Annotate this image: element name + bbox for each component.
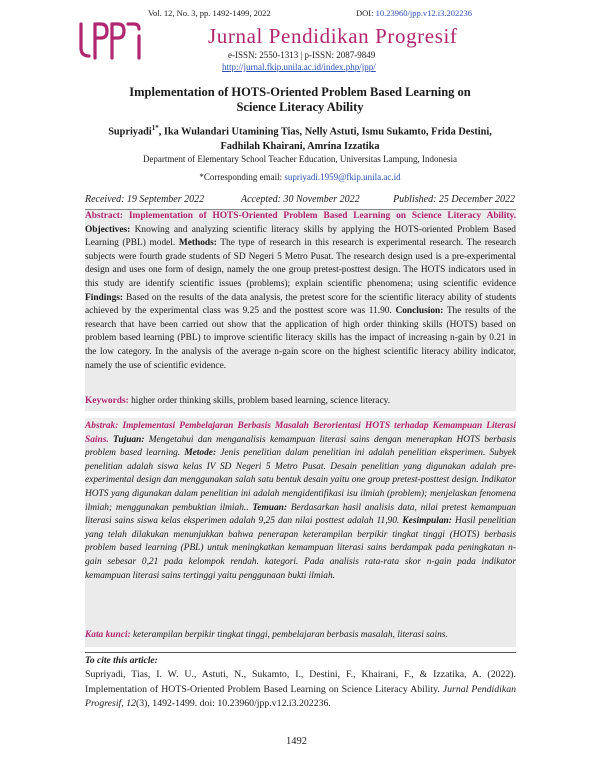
temuan-label: Temuan:	[252, 502, 287, 513]
objectives-label: Objectives:	[85, 224, 131, 235]
page-number: 1492	[286, 736, 307, 747]
citation-issue: (3), 1492-1499. doi: 10.23960/jpp.v12.i3.202236.	[135, 698, 331, 709]
citation-journal: Jurnal Pendidikan Progresif, 12	[85, 683, 516, 709]
conclusion-text: The results of the research that have been carried out show that the application of high order thinking skills (HOTS) based on problem based learning (PBL) to improve scientific literacy skills has the impact of increasing n-gain by 0.21 in the low category. In the analysis of the average n-gain score on the highest scientific literacy ability indicator, namely the use of scientific evidence.	[85, 306, 516, 371]
keywords-id	[85, 630, 448, 640]
metode-text: Jenis penelitian dalam penelitian ini adalah penelitian eksperimen. Subyek penelitian adalah siswa kelas IV SD Negeri 5 Metro Pusat. Desain penelitian yang digunakan adalah pre-experimental design dan menggunakan salah satu bentuk desain yaitu one group pretest-posttest design. Indikator HOTS yang digunakan dalam penelitian ini adalah mengidentifikasi isu ilmiah (problem); menjelaskan fenomena ilmiah; menggunakan pembuktian ilmiah..	[85, 448, 517, 513]
keywords-en-label: Keywords:	[85, 396, 129, 406]
abstract-id-box	[85, 418, 516, 647]
volume-info: Vol. 12, No. 3, pp. 1492-1499, 2022	[148, 8, 271, 18]
first-author: Supriyadi	[108, 126, 152, 138]
authors-line-1	[60, 121, 540, 139]
corresponding-email	[40, 172, 560, 182]
citation-divider	[85, 652, 516, 653]
keywords-id-text: keterampilan berpikir tingkat tinggi, pembelajaran berbasis masalah, literasi sains.	[130, 630, 448, 640]
accepted-date: Accepted: 30 November 2022	[241, 194, 360, 205]
abstract-en-heading: Abstract: Implementation of HOTS-Oriented Problem Based Learning on Science Literacy Ability.	[85, 211, 516, 221]
article-title	[60, 85, 540, 115]
journal-logo	[78, 18, 142, 64]
kesimpulan-label: Kesimpulan:	[402, 516, 452, 527]
tujuan-text: Mengetahui dan menganalisis kemampuan literasi sains dengan menerapkan HOTS berbasis problem based learning.	[85, 434, 516, 459]
doi-prefix: DOI:	[356, 8, 376, 18]
corr-prefix: *Corresponding email:	[199, 172, 285, 182]
conclusion-label: Conclusion:	[395, 306, 444, 317]
keywords-en-text: higher order thinking skills, problem based learning, science literacy.	[128, 396, 391, 406]
methods-label: Methods:	[178, 238, 217, 249]
logo-text	[142, 18, 143, 19]
metode-label: Metode:	[184, 448, 217, 459]
tujuan-label: Tujuan:	[113, 434, 145, 445]
citation-heading: To cite this article:	[85, 656, 158, 666]
findings-label: Findings:	[85, 292, 124, 303]
keywords-en	[85, 396, 390, 406]
email-link[interactable]: supriyadi.1959@fkip.unila.ac.id	[284, 172, 401, 182]
doi	[356, 8, 472, 18]
title-line-2: Science Literacy Ability	[236, 100, 364, 114]
doi-link[interactable]: 10.23960/jpp.v12.i3.202236	[375, 8, 472, 18]
abstract-id-heading: Abstrak: Implementasi Pembelajaran Berbasis Masalah Berorientasi HOTS terhadap Kemampuan Literasi Sains.	[85, 421, 516, 445]
title-line-1: Implementation of HOTS-Oriented Problem Based Learning on	[129, 85, 471, 99]
journal-name: Jurnal Pendidikan Progresif	[208, 24, 458, 48]
authors-line-2: Fadhilah Khairani, Amrina Izzatika	[220, 141, 380, 153]
department: Department of Elementary School Teacher Education, Universitas Lampung, Indonesia	[142, 154, 458, 164]
authors	[60, 121, 540, 154]
objectives-text: Knowing and analyzing scientific literacy skills by applying the HOTS-oriented Problem Based Learning (PBL) model.	[85, 224, 516, 249]
findings-text: Based on the results of the data analysis, the pretest score for the scientific literacy ability of students achieved by the experimental class was 9.25 and the posttest score was 11.90.	[85, 292, 516, 317]
citation-text	[85, 668, 516, 712]
keywords-id-label: Kata kunci:	[85, 630, 131, 640]
kesimpulan-text: Hasil penelitian yang telah dilakukan menunjukkan bahwa penerapan keterampilan berpikir tingkat tinggi (HOTS) berbasis problem based learning (PBL) untuk meningkatkan kemampuan literasi sains berdampak pada peningkatan n-gain sebesar 0,21 pada kelompok rendah. kategori. Pada analisis rata-rata skor n-gain pada indikator kemampuan literasi sains tertinggi yaitu penggunaan bukti ilmiah.	[85, 516, 516, 581]
received-date: Received: 19 September 2022	[85, 194, 205, 205]
abstract-en	[85, 210, 516, 373]
journal-url[interactable]: http://jurnal.fkip.unila.ac.id/index.php/jpp/	[222, 62, 376, 72]
abstract-en-box	[85, 209, 516, 411]
methods-text: The type of research in this research is experimental research. The research subjects were fourth grade students of SD Negeri 5 Metro Pusat. The research design used is a pre-experimental design and uses one form of design, namely the one group pretest-posttest design. The HOTS indicators used in this study are identify scientific issues (problems); explain scientific phenomena; using scientific evidence	[85, 238, 517, 289]
issn: e-ISSN: 2550-1313 | p-ISSN: 2087-9849	[228, 50, 376, 60]
published-date: Published: 25 December 2022	[393, 194, 515, 205]
temuan-text: Berdasarkan hasil analisis data, nilai pretest kemampuan literasi sains siswa kelas eksperimen adalah 9,25 dan nilai posttest adalah 11,90.	[85, 502, 516, 527]
citation-authors-title: Supriyadi, Tias, I. W. U., Astuti, N., Sukamto, I., Destini, F., Khairani, F., & Izzatika, A. (2022). Implementation of HOTS-Oriented Problem Based Learning on Science Literacy Ability.	[85, 669, 516, 695]
author-affil-mark: 1*	[151, 124, 159, 132]
abstract-id	[85, 420, 516, 583]
co-authors: , Ika Wulandari Utamining Tias, Nelly Astuti, Ismu Sukamto, Frida Destini,	[158, 126, 492, 138]
